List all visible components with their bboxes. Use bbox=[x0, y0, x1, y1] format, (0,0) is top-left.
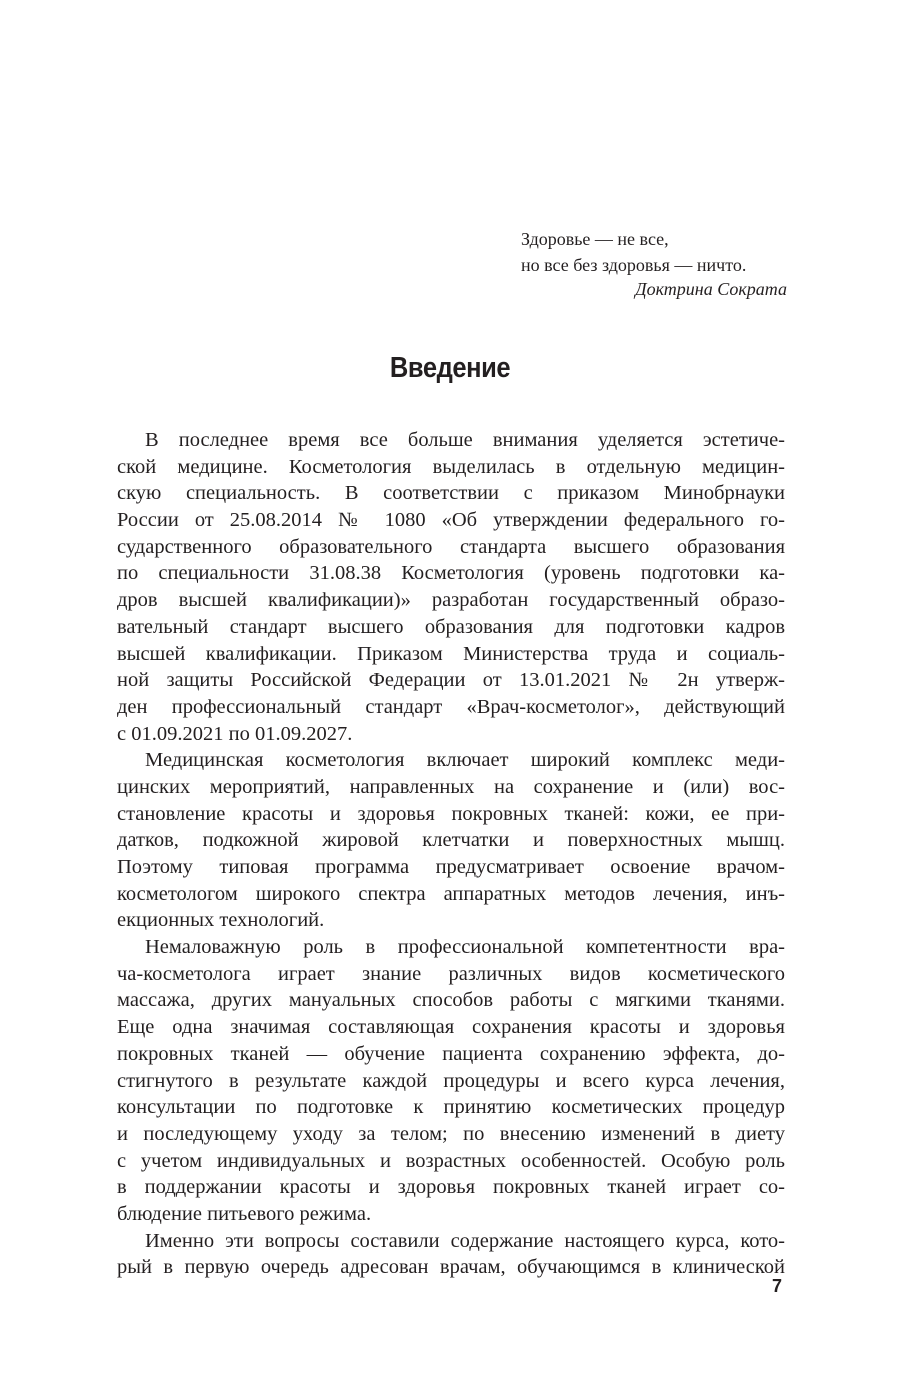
text-line: консультации по подготовке к принятию косметических процедур bbox=[117, 1096, 785, 1119]
text-line: и последующему уходу за телом; по внесению изменений в диету bbox=[117, 1122, 785, 1145]
text-line: стигнутого в результате каждой процедуры и всего курса лечения, bbox=[117, 1069, 785, 1092]
text-line: по специальности 31.08.38 Косметология (уровень подготовки ка- bbox=[117, 562, 785, 585]
paragraph bbox=[117, 747, 785, 934]
text-line: с 01.09.2021 по 01.09.2027. bbox=[117, 722, 353, 745]
text-line: Именно эти вопросы составили содержание настоящего курса, кото- bbox=[145, 1229, 785, 1252]
page-number: 7 bbox=[772, 1276, 783, 1296]
text-line: ден профессиональный стандарт «Врач-косметолог», действующий bbox=[117, 695, 785, 718]
chapter-title: Введение bbox=[389, 352, 511, 384]
text-line: В последнее время все больше внимания уделяется эстетиче- bbox=[145, 429, 785, 451]
text-line: косметологом широкого спектра аппаратных методов лечения, инъ- bbox=[117, 882, 785, 905]
text-line: России от 25.08.2014 № 1080 «Об утверждении федерального го- bbox=[117, 509, 785, 532]
text-line: вательный стандарт высшего образования для подготовки кадров bbox=[117, 615, 785, 638]
text-line: покровных тканей — обучение пациента сохранению эффекта, до- bbox=[117, 1042, 785, 1065]
body-text bbox=[117, 427, 785, 1281]
text-line: дров высшей квалификации)» разработан государственный образо- bbox=[117, 589, 785, 612]
text-line: екционных технологий. bbox=[117, 909, 325, 932]
epigraph-line: Здоровье — не все, bbox=[521, 229, 669, 249]
text-line: скую специальность. В соответствии с приказом Минобрнауки bbox=[117, 482, 785, 505]
text-line: массажа, других мануальных способов работы с мягкими тканями. bbox=[117, 989, 785, 1012]
text-line: датков, подкожной жировой клетчатки и поверхностных мышц. bbox=[117, 829, 785, 852]
paragraph bbox=[117, 934, 785, 1228]
text-line: становление красоты и здоровья покровных тканей: кожи, ее при- bbox=[117, 802, 785, 825]
text-line: ной защиты Российской Федерации от 13.01.2021 № 2н утверж- bbox=[117, 669, 785, 692]
text-line: Немаловажную роль в профессиональной компетентности вра- bbox=[145, 936, 785, 959]
paragraph bbox=[117, 1228, 785, 1281]
text-line: Медицинская косметология включает широкий комплекс меди- bbox=[145, 749, 785, 772]
text-line: ча-косметолога играет знание различных видов косметического bbox=[117, 962, 785, 985]
text-line: сударственного образовательного стандарта высшего образования bbox=[117, 535, 785, 558]
epigraph-line: но все без здоровья — ничто. bbox=[521, 255, 747, 275]
text-line: высшей квалификации. Приказом Министерства труда и социаль- bbox=[117, 642, 785, 665]
text-line: Еще одна значимая составляющая сохранения красоты и здоровья bbox=[117, 1016, 785, 1039]
epigraph bbox=[521, 226, 787, 302]
text-line: блюдение питьевого режима. bbox=[117, 1202, 372, 1225]
text-line: в поддержании красоты и здоровья покровных тканей играет со- bbox=[117, 1176, 785, 1199]
text-line: ской медицине. Косметология выделилась в отдельную медицин- bbox=[117, 455, 785, 478]
paragraph bbox=[117, 427, 785, 747]
text-line: рый в первую очередь адресован врачам, обучающимся в клинической bbox=[117, 1256, 785, 1279]
text-line: цинских мероприятий, направленных на сохранение и (или) вос- bbox=[117, 775, 785, 798]
text-line: Поэтому типовая программа предусматривает освоение врачом- bbox=[117, 856, 785, 878]
epigraph-source: Доктрина Сократа bbox=[635, 279, 787, 299]
text-line: с учетом индивидуальных и возрастных особенностей. Особую роль bbox=[117, 1149, 785, 1172]
